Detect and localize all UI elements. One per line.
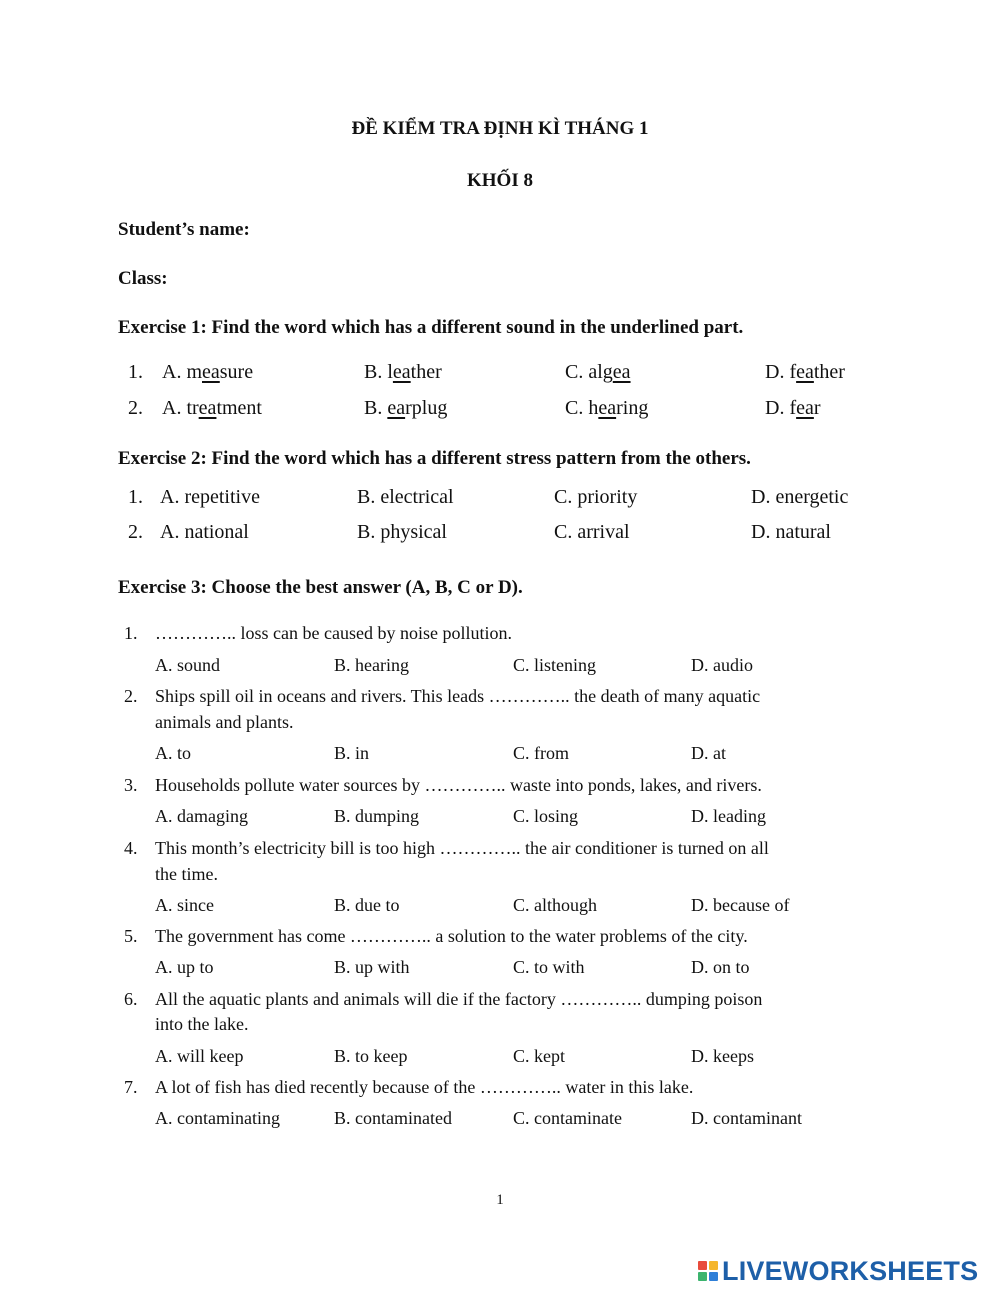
ex3-q6-option-a: A. will keep [155, 1046, 244, 1066]
ex3-q6-option-d: D. keeps [691, 1046, 754, 1066]
ex1-q1-option-b: B. leather [364, 361, 442, 383]
ex3-q1-number: 1. [124, 623, 138, 643]
ex3-q2-text-line-1: Ships spill oil in oceans and rivers. This leads ………….. the death of many aquatic [155, 686, 761, 706]
ex3-q2-option-a: A. to [155, 743, 191, 763]
ex3-q4-option-a: A. since [155, 895, 214, 915]
ex3-q7-option-d: D. contaminant [691, 1108, 802, 1128]
ex3-q6-text-line-1: All the aquatic plants and animals will die if the factory ………….. dumping poison [155, 989, 763, 1009]
ex1-q2-option-d: D. fear [765, 397, 821, 419]
ex3-q4-option-d: D. because of [691, 895, 790, 915]
ex2-q1-option-b: B. electrical [357, 486, 454, 508]
ex3-q1-text: ………….. loss can be caused by noise pollution. [155, 623, 512, 643]
ex1-q2-number: 2. [128, 397, 143, 419]
logo-block-1 [698, 1261, 707, 1270]
ex3-q4-option-c: C. although [513, 895, 597, 915]
liveworksheets-logo[interactable] [698, 1257, 978, 1285]
exercise-3-heading: Exercise 3: Choose the best answer (A, B, C or D). [118, 577, 523, 598]
ex3-q2-option-d: D. at [691, 743, 726, 763]
ex1-q1-option-d: D. feather [765, 361, 845, 383]
ex1-q1-number: 1. [128, 361, 143, 383]
ex3-q6-number: 6. [124, 989, 138, 1009]
ex2-q1-option-a: A. repetitive [160, 486, 260, 508]
ex3-q7-option-c: C. contaminate [513, 1108, 622, 1128]
ex3-q6-option-b: B. to keep [334, 1046, 408, 1066]
exercise-2-heading: Exercise 2: Find the word which has a different stress pattern from the others. [118, 448, 751, 469]
ex2-q2-option-c: C. arrival [554, 521, 630, 543]
logo-block-2 [709, 1261, 718, 1270]
grade-label: KHỐI 8 [467, 170, 533, 191]
ex3-q3-option-c: C. losing [513, 806, 579, 826]
ex3-q3-option-a: A. damaging [155, 806, 248, 826]
ex3-q4-number: 4. [124, 838, 138, 858]
ex3-q4-option-b: B. due to [334, 895, 400, 915]
ex3-q5-text: The government has come ………….. a solution to the water problems of the city. [155, 926, 748, 946]
ex3-q2-text-line-2: animals and plants. [155, 712, 294, 732]
ex3-q1-option-d: D. audio [691, 655, 753, 675]
page-number: 1 [496, 1192, 504, 1208]
ex3-q1-option-c: C. listening [513, 655, 597, 675]
ex3-q5-option-d: D. on to [691, 957, 750, 977]
ex3-q2-option-c: C. from [513, 743, 569, 763]
ex1-q2-option-b: B. earplug [364, 397, 448, 419]
ex1-q2-option-a: A. treatment [162, 397, 262, 419]
ex3-q5-option-a: A. up to [155, 957, 214, 977]
student-name-label: Student’s name: [118, 219, 250, 240]
ex1-q1-option-c: C. algea [565, 361, 631, 383]
logo-block-4 [709, 1272, 718, 1281]
logo-block-3 [698, 1272, 707, 1281]
ex3-q1-option-a: A. sound [155, 655, 221, 675]
page-title: ĐỀ KIỂM TRA ĐỊNH KÌ THÁNG 1 [351, 118, 649, 139]
ex3-q4-text-line-1: This month’s electricity bill is too high ………….. the air conditioner is turned on all [155, 838, 769, 858]
ex3-q1-option-b: B. hearing [334, 655, 409, 675]
ex2-q1-number: 1. [128, 486, 143, 508]
class-label: Class: [118, 268, 168, 289]
ex2-q2-option-a: A. national [160, 521, 249, 543]
exercise-1-heading: Exercise 1: Find the word which has a different sound in the underlined part. [118, 317, 744, 338]
ex3-q2-option-b: B. in [334, 743, 370, 763]
ex1-q1-option-a: A. measure [162, 361, 254, 383]
ex3-q3-text: Households pollute water sources by ………….. waste into ponds, lakes, and rivers. [155, 775, 762, 795]
ex2-q2-option-b: B. physical [357, 521, 447, 543]
ex3-q7-option-b: B. contaminated [334, 1108, 452, 1128]
ex3-q7-option-a: A. contaminating [155, 1108, 280, 1128]
ex2-q2-option-d: D. natural [751, 521, 831, 543]
ex2-q2-number: 2. [128, 521, 143, 543]
ex3-q6-text-line-2: into the lake. [155, 1014, 249, 1034]
ex2-q1-option-d: D. energetic [751, 486, 849, 508]
ex3-q2-number: 2. [124, 686, 138, 706]
ex3-q3-option-b: B. dumping [334, 806, 420, 826]
ex3-q6-option-c: C. kept [513, 1046, 565, 1066]
ex3-q3-number: 3. [124, 775, 138, 795]
ex3-q4-text-line-2: the time. [155, 864, 218, 884]
ex3-q7-text: A lot of fish has died recently because of the ………….. water in this lake. [155, 1077, 694, 1097]
ex3-q5-number: 5. [124, 926, 138, 946]
blocks-icon [698, 1261, 718, 1281]
ex3-q3-option-d: D. leading [691, 806, 766, 826]
brand-name: LIVEWORKSHEETS [722, 1255, 979, 1286]
ex3-q5-option-b: B. up with [334, 957, 410, 977]
ex1-q2-option-c: C. hearing [565, 397, 649, 419]
ex2-q1-option-c: C. priority [554, 486, 638, 508]
ex3-q7-number: 7. [124, 1077, 138, 1097]
ex3-q5-option-c: C. to with [513, 957, 585, 977]
